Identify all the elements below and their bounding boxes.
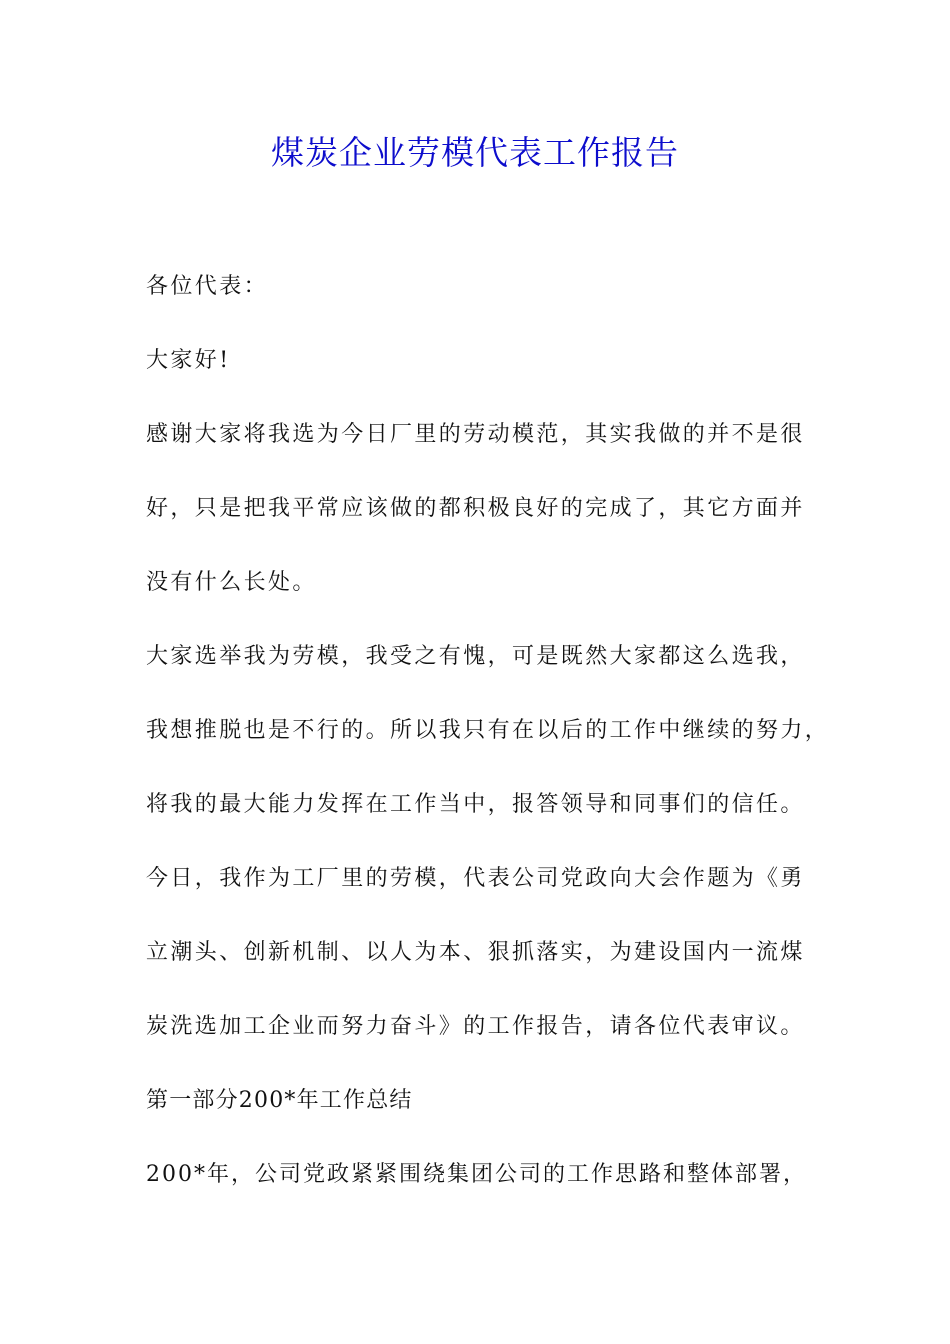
paragraph-line: 好，只是把我平常应该做的都积极良好的完成了，其它方面并 <box>146 496 805 521</box>
greeting: 大家好! <box>146 348 231 373</box>
paragraph-line: 感谢大家将我选为今日厂里的劳动模范，其实我做的并不是很 <box>146 422 805 447</box>
paragraph-line: 大家选举我为劳模，我受之有愧，可是既然大家都这么选我， <box>146 644 805 669</box>
paragraph-line: 我想推脱也是不行的。所以我只有在以后的工作中继续的努力， <box>146 718 830 743</box>
paragraph-line: 炭洗选加工企业而努力奋斗》的工作报告，请各位代表审议。 <box>146 1014 805 1039</box>
paragraph-line: 今日，我作为工厂里的劳模，代表公司党政向大会作题为《勇 <box>146 866 805 891</box>
document-title: 煤炭企业劳模代表工作报告 <box>271 133 679 172</box>
paragraph-line: 200*年，公司党政紧紧围绕集团公司的工作思路和整体部署， <box>146 1162 807 1187</box>
salutation: 各位代表： <box>146 274 269 299</box>
section-heading: 第一部分200*年工作总结 <box>146 1088 413 1113</box>
paragraph-line: 没有什么长处。 <box>146 570 317 595</box>
paragraph-line: 将我的最大能力发挥在工作当中，报答领导和同事们的信任。 <box>146 792 805 817</box>
paragraph-line: 立潮头、创新机制、以人为本、狠抓落实，为建设国内一流煤 <box>146 940 805 965</box>
